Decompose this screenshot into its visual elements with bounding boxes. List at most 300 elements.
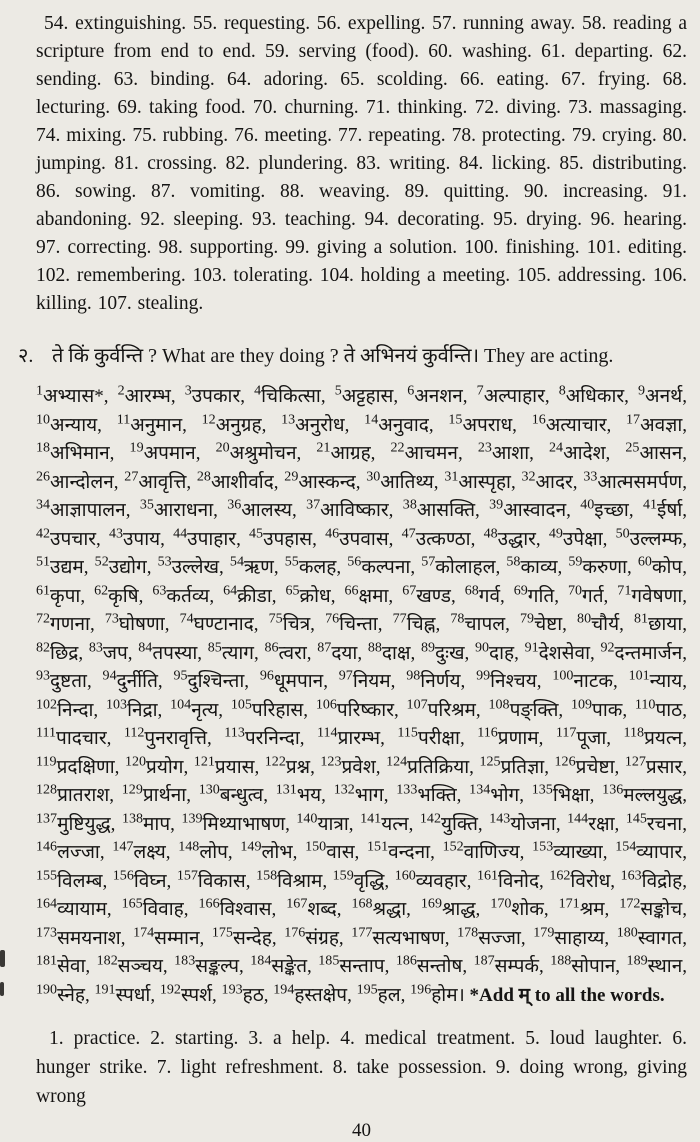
word-item: $^{139}$मिथ्याभाषण, (181, 810, 297, 835)
word-number: 150 (305, 838, 327, 855)
word-number: 106 (315, 696, 337, 713)
word-item: $^{180}$स्वागत, (616, 924, 687, 949)
word-number: 12 (201, 411, 216, 428)
word-number: 78 (450, 610, 465, 627)
word-number: 33 (583, 468, 598, 485)
word-item: $^{186}$सन्तोष, (395, 952, 474, 977)
word-item: $^{190}$स्नेह, (36, 981, 95, 1006)
word-number: 135 (531, 781, 553, 798)
word-item: $^{188}$सोपान, (550, 952, 627, 977)
word-item: $^{55}$कलह, (284, 553, 348, 578)
word-item: $^{191}$स्पर्धा, (94, 981, 160, 1006)
word-number: 73 (104, 610, 119, 627)
word-number: 145 (625, 810, 647, 827)
word-number: 141 (360, 810, 382, 827)
word-item: $^{88}$दाक्ष, (367, 639, 421, 664)
word-item: $^{72}$गणना, (36, 610, 105, 635)
word-item: $^1$अभ्यास*, (36, 382, 118, 407)
word-number: 131 (275, 781, 297, 798)
word-item: $^{56}$कल्पना, (347, 553, 422, 578)
word-item: $^{33}$आत्मसमर्पण, (583, 468, 687, 493)
word-number: 165 (121, 895, 143, 912)
word-item: $^{45}$उपहास, (249, 525, 326, 550)
word-item: $^{158}$विश्राम, (256, 867, 333, 892)
word-number: 35 (139, 496, 154, 513)
word-number: 110 (634, 696, 656, 713)
word-number: 144 (567, 810, 589, 827)
word-number: 104 (170, 696, 192, 713)
word-item: $^{114}$प्रारम्भ, (317, 724, 398, 749)
word-item: $^9$अनर्थ, (638, 382, 687, 407)
word-number: 160 (394, 867, 416, 884)
word-item: $^{168}$श्रद्धा, (351, 895, 421, 920)
word-number: 156 (112, 867, 134, 884)
word-number: 122 (264, 753, 286, 770)
word-item: $^{40}$इच्छा, (580, 496, 643, 521)
word-number: 109 (570, 696, 593, 713)
word-item: $^{165}$विवाह, (121, 895, 199, 920)
word-number: 13 (281, 411, 296, 428)
word-number: 89 (421, 639, 436, 656)
word-number: 67 (402, 582, 417, 599)
word-number: 6 (407, 382, 415, 399)
word-item: $^{83}$जप, (88, 639, 139, 664)
word-item: $^{39}$आस्वादन, (489, 496, 581, 521)
word-number: 119 (36, 753, 57, 770)
word-number: 25 (625, 439, 640, 456)
word-number: 93 (36, 667, 51, 684)
word-number: 120 (124, 753, 147, 770)
word-item: $^{128}$प्रातराश, (36, 781, 122, 806)
word-item: $^{111}$पादचार, (36, 724, 124, 749)
word-number: 169 (420, 895, 442, 912)
word-item: $^{26}$आन्दोलन, (36, 468, 125, 493)
word-item: $^{12}$अनुग्रह, (201, 411, 282, 436)
word-number: 171 (558, 895, 580, 912)
word-number: 100 (552, 667, 574, 684)
word-number: 153 (532, 838, 554, 855)
word-item: $^{77}$चिह्न, (392, 610, 451, 635)
word-item: $^{79}$चेष्टा, (520, 610, 578, 635)
word-number: 149 (240, 838, 262, 855)
word-item: $^{94}$दुर्नीति, (102, 667, 174, 692)
word-number: 105 (230, 696, 252, 713)
word-item: $^{52}$उद्योग, (94, 553, 158, 578)
word-number: 188 (550, 952, 572, 969)
word-number: 60 (637, 553, 652, 570)
word-number: 118 (623, 724, 645, 741)
word-number: 92 (600, 639, 615, 656)
word-item: $^{10}$अन्याय, (36, 411, 117, 436)
word-number: 181 (36, 952, 58, 969)
word-number: 62 (94, 582, 109, 599)
word-number: 76 (325, 610, 340, 627)
word-number: 54 (229, 553, 244, 570)
word-number: 42 (36, 525, 51, 542)
word-item: $^{192}$स्पर्श, (159, 981, 222, 1006)
word-number: 58 (506, 553, 521, 570)
word-item: $^{130}$बन्धुत्व, (198, 781, 276, 806)
word-number: 74 (179, 610, 194, 627)
word-item: $^{35}$आराधना, (139, 496, 228, 521)
word-item: $^{71}$गवेषणा, (617, 582, 687, 607)
word-number: 157 (176, 867, 198, 884)
word-item: $^{187}$सम्पर्क, (473, 952, 551, 977)
word-item: $^{22}$आचमन, (390, 439, 478, 464)
question-text: ते किं कुर्वन्ति ? What are they doing ? ते अभिनयं कुर्वन्ति। They are acting. (52, 345, 614, 367)
word-item: $^{113}$परनिन्दा, (224, 724, 318, 749)
word-number: 139 (181, 810, 203, 827)
word-item: $^{107}$परिश्रम, (406, 696, 489, 721)
word-item: $^{15}$अपराध, (448, 411, 532, 436)
word-number: 183 (174, 952, 196, 969)
word-item: $^{193}$हठ, (221, 981, 274, 1006)
word-number: 94 (102, 667, 117, 684)
word-item: $^4$चिकित्सा, (254, 382, 335, 407)
exercise-question-line (18, 342, 687, 370)
word-number: 18 (36, 439, 51, 456)
word-number: 20 (215, 439, 230, 456)
word-number: 163 (620, 867, 642, 884)
word-item: $^{14}$अनुवाद, (364, 411, 449, 436)
word-number: 162 (549, 867, 571, 884)
word-number: 152 (442, 838, 464, 855)
word-number: 2 (117, 382, 125, 399)
word-number: 5 (334, 382, 342, 399)
word-item: $^{49}$उपेक्षा, (548, 525, 616, 550)
word-number: 11 (116, 411, 131, 428)
word-number: 196 (410, 981, 432, 998)
word-number: 19 (129, 439, 144, 456)
word-number: 7 (476, 382, 484, 399)
word-number: 154 (615, 838, 637, 855)
word-item: $^{124}$प्रतिक्रिया, (386, 753, 480, 778)
word-number: 136 (602, 781, 624, 798)
word-item: $^{143}$योजना, (489, 810, 568, 835)
word-number: 108 (488, 696, 510, 713)
word-number: 81 (634, 610, 649, 627)
word-item: $^{92}$दन्तमार्जन, (600, 639, 687, 664)
word-item: $^8$अधिकार, (558, 382, 639, 407)
word-number: 31 (444, 468, 459, 485)
word-item: $^{159}$वृद्धि, (332, 867, 395, 892)
word-item: $^{148}$लोप, (178, 838, 241, 863)
scan-artifact (0, 950, 5, 967)
word-number: 17 (626, 411, 641, 428)
verb-translation-paragraph: 54. extinguishing. 55. requesting. 56. expelling. 57. running away. 58. reading a scripture from end to end. 59. serving (food). 60. washing. 61. departing. 62. sending. 63. binding. 64. adoring. 65. scolding. 66. eating. 67. frying. 68. lecturing. 69. taking food. 70. churning. 71. thinking. 72. diving. 73. massaging. 74. mixing. 75. rubbing. 76. meeting. 77. repeating. 78. protecting. 79. crying. 80. jumping. 81. crossing. 82. plundering. 83. writing. 84. licking. 85. distributing. 86. sowing. 87. vomiting. 88. weaving. 89. quitting. 90. increasing. 91. abandoning. 92. sleeping. 93. teaching. 94. decorating. 95. drying. 96. hearing. 97. correcting. 98. supporting. 99. giving a solution. 100. finishing. 101. editing. 102. remembering. 103. tolerating. 104. holding a meeting. 105. addressing. 106. killing. 107. stealing. (36, 13, 687, 314)
word-item: $^{44}$उपाहार, (173, 525, 250, 550)
word-number: 102 (36, 696, 58, 713)
add-m-footnote: *Add म् to all the words. (469, 984, 665, 1006)
word-item: $^{24}$आदेश, (549, 439, 626, 464)
word-number: 179 (533, 924, 555, 941)
word-item: $^{47}$उत्कण्ठा, (401, 525, 484, 550)
word-number: 159 (332, 867, 354, 884)
word-item: $^{116}$प्रणाम, (477, 724, 556, 749)
word-item: $^{81}$छाया, (634, 610, 687, 635)
word-number: 41 (642, 496, 658, 513)
word-number: 21 (316, 439, 331, 456)
word-number: 66 (344, 582, 359, 599)
word-number: 57 (421, 553, 436, 570)
word-item: $^{141}$यत्न, (360, 810, 420, 835)
word-item: $^{181}$सेवा, (36, 952, 97, 977)
word-item: $^{132}$भाग, (333, 781, 397, 806)
word-number: 51 (36, 553, 51, 570)
word-item: $^{195}$हल, (356, 981, 411, 1006)
word-item: $^{145}$रचना, (625, 810, 687, 835)
word-item: $^{70}$गर्त, (567, 582, 618, 607)
word-item: $^{102}$निन्दा, (36, 696, 106, 721)
word-number: 113 (224, 724, 245, 741)
word-item: $^{68}$गर्व, (464, 582, 514, 607)
word-item: $^{126}$प्रचेष्टा, (554, 753, 625, 778)
word-item: $^{189}$स्थान, (626, 952, 687, 977)
word-item: $^{63}$कर्तव्य, (152, 582, 224, 607)
word-item: $^{51}$उद्यम, (36, 553, 95, 578)
word-number: 46 (325, 525, 340, 542)
word-item: $^{17}$अवज्ञा, (626, 411, 687, 436)
word-number: 15 (448, 411, 463, 428)
word-item: $^{144}$रक्षा, (567, 810, 626, 835)
word-item: $^{118}$प्रयत्न, (623, 724, 688, 749)
word-item: $^{58}$काव्य, (506, 553, 569, 578)
word-number: 148 (178, 838, 200, 855)
word-item: $^{84}$तपस्या, (138, 639, 208, 664)
word-number: 28 (196, 468, 211, 485)
word-number: 16 (531, 411, 546, 428)
word-item: $^{50}$उल्लम्फ, (615, 525, 687, 550)
word-item: $^{99}$निश्चय, (476, 667, 553, 692)
word-item: $^{75}$चित्र, (268, 610, 326, 635)
word-item: $^{120}$प्रयोग, (124, 753, 194, 778)
word-item: $^{25}$आसन, (625, 439, 687, 464)
word-number: 9 (638, 382, 646, 399)
word-number: 98 (406, 667, 421, 684)
word-item: $^{157}$विकास, (176, 867, 257, 892)
word-number: 68 (464, 582, 479, 599)
word-number: 123 (320, 753, 342, 770)
word-number: 36 (227, 496, 242, 513)
word-item: $^{104}$नृत्य, (170, 696, 231, 721)
word-number: 177 (351, 924, 373, 941)
word-number: 146 (36, 838, 58, 855)
word-item: $^{23}$आशा, (477, 439, 550, 464)
word-number: 23 (477, 439, 492, 456)
word-number: 167 (286, 895, 308, 912)
word-item: $^{96}$धूमपान, (259, 667, 339, 692)
word-item: $^{93}$दुष्टता, (36, 667, 103, 692)
word-item: $^{125}$प्रतिज्ञा, (479, 753, 555, 778)
word-item: $^{142}$युक्ति, (419, 810, 490, 835)
word-number: 64 (223, 582, 238, 599)
word-number: 195 (356, 981, 378, 998)
word-number: 10 (36, 411, 51, 428)
word-item: $^{185}$सन्ताप, (318, 952, 396, 977)
word-item: $^6$अनशन, (407, 382, 477, 407)
word-item: $^{167}$शब्द, (286, 895, 352, 920)
question-number: २. (18, 345, 34, 367)
word-item: $^{62}$कृषि, (94, 582, 153, 607)
word-number: 90 (475, 639, 490, 656)
word-item: $^{103}$निद्रा, (105, 696, 171, 721)
word-number: 147 (112, 838, 134, 855)
word-item: $^{31}$आस्पृहा, (444, 468, 522, 493)
word-item: $^{19}$अपमान, (129, 439, 216, 464)
word-item: $^{82}$छिद्र, (36, 639, 89, 664)
word-item: $^{60}$कोप, (637, 553, 687, 578)
word-number: 130 (198, 781, 220, 798)
word-number: 32 (521, 468, 536, 485)
word-item: $^3$उपकार, (184, 382, 255, 407)
scan-artifact (0, 982, 4, 996)
word-number: 14 (364, 411, 379, 428)
word-number: 53 (157, 553, 172, 570)
word-item: $^{46}$उपवास, (325, 525, 402, 550)
word-number: 170 (490, 895, 512, 912)
word-item: $^{27}$आवृत्ति, (124, 468, 197, 493)
word-item: $^{122}$प्रश्न, (264, 753, 321, 778)
word-number: 101 (628, 667, 650, 684)
word-number: 4 (254, 382, 262, 399)
word-number: 24 (549, 439, 564, 456)
word-number: 111 (36, 724, 57, 741)
word-item: $^{28}$आशीर्वाद, (196, 468, 285, 493)
word-item: $^{53}$उल्लेख, (157, 553, 230, 578)
sanskrit-word-list (36, 383, 687, 1010)
word-number: 142 (419, 810, 441, 827)
word-item: $^{176}$संग्रह, (284, 924, 352, 949)
word-number: 96 (259, 667, 274, 684)
word-number: 128 (36, 781, 58, 798)
word-item: $^{101}$न्याय, (628, 667, 687, 692)
word-item: $^{196}$होम। (410, 981, 470, 1006)
word-item: $^{146}$लज्जा, (36, 838, 113, 863)
word-item: $^{184}$सङ्केत, (250, 952, 319, 977)
word-number: 86 (264, 639, 279, 656)
word-item: $^{32}$आदर, (521, 468, 584, 493)
word-item: $^2$आरम्भ, (117, 382, 185, 407)
word-item: $^{134}$भोग, (469, 781, 532, 806)
word-item: $^{153}$व्याख्या, (532, 838, 616, 863)
word-item: $^5$अट्टहास, (334, 382, 408, 407)
word-item: $^{80}$चौर्य, (577, 610, 635, 635)
word-item: $^{147}$लक्ष्य, (112, 838, 179, 863)
word-item: $^{179}$साहाय्य, (533, 924, 617, 949)
word-number: 151 (367, 838, 389, 855)
word-list-items (36, 382, 688, 1006)
word-number: 138 (121, 810, 144, 827)
word-item: $^{89}$दुःख, (421, 639, 475, 664)
word-number: 186 (395, 952, 417, 969)
word-item: $^{108}$पङ्क्ति, (488, 696, 571, 721)
word-item: $^{11}$अनुमान, (116, 411, 202, 436)
word-number: 127 (624, 753, 646, 770)
word-number: 65 (285, 582, 300, 599)
word-item: $^{21}$आग्रह, (316, 439, 391, 464)
word-item: $^{138}$माप, (121, 810, 182, 835)
word-item: $^{133}$भक्ति, (396, 781, 470, 806)
word-number: 126 (554, 753, 576, 770)
word-number: 193 (221, 981, 243, 998)
word-number: 133 (396, 781, 418, 798)
word-item: $^{160}$व्यवहार, (394, 867, 477, 892)
word-number: 39 (489, 496, 504, 513)
word-item: $^{137}$मुष्टियुद्ध, (36, 810, 122, 835)
word-number: 47 (401, 525, 416, 542)
word-number: 124 (386, 753, 408, 770)
word-number: 175 (211, 924, 233, 941)
word-item: $^{136}$मल्लयुद्ध, (602, 781, 688, 806)
word-item: $^{97}$नियम, (338, 667, 407, 692)
word-number: 1 (36, 382, 44, 399)
word-number: 168 (351, 895, 373, 912)
word-item: $^{154}$व्यापार, (615, 838, 687, 863)
word-item: $^{156}$विघ्न, (112, 867, 177, 892)
word-item: $^{91}$देशसेवा, (524, 639, 601, 664)
word-item: $^{18}$अभिमान, (36, 439, 130, 464)
word-item: $^{105}$परिहास, (230, 696, 316, 721)
word-item: $^{64}$क्रीडा, (223, 582, 286, 607)
word-item: $^{78}$चापल, (450, 610, 521, 635)
word-item: $^{178}$सज्जा, (457, 924, 534, 949)
word-item: $^{135}$भिक्षा, (531, 781, 603, 806)
word-item: $^{42}$उपचार, (36, 525, 109, 550)
word-number: 26 (36, 468, 51, 485)
word-item: $^{30}$आतिथ्य, (366, 468, 445, 493)
word-number: 37 (306, 496, 321, 513)
word-number: 71 (617, 582, 632, 599)
word-number: 72 (36, 610, 51, 627)
word-number: 88 (367, 639, 382, 656)
word-number: 91 (524, 639, 539, 656)
word-number: 172 (619, 895, 641, 912)
word-item: $^{182}$सञ्चय, (96, 952, 175, 977)
word-number: 43 (108, 525, 124, 542)
word-number: 52 (94, 553, 109, 570)
word-item: $^{41}$ईर्षा, (642, 496, 687, 521)
word-number: 158 (256, 867, 278, 884)
word-number: 44 (173, 525, 188, 542)
word-item: $^{170}$शोक, (490, 895, 559, 920)
word-number: 176 (284, 924, 306, 941)
word-number: 121 (193, 753, 215, 770)
word-item: $^{112}$पुनरावृत्ति, (123, 724, 225, 749)
word-number: 48 (483, 525, 498, 542)
word-item: $^{174}$सम्मान, (133, 924, 212, 949)
word-number: 189 (626, 952, 648, 969)
word-item: $^{34}$आज्ञापालन, (36, 496, 140, 521)
word-number: 34 (36, 496, 51, 513)
word-item: $^{69}$गति, (513, 582, 568, 607)
word-number: 185 (318, 952, 340, 969)
word-number: 75 (268, 610, 283, 627)
word-item: $^{16}$अत्याचार, (531, 411, 627, 436)
word-number: 194 (273, 981, 295, 998)
word-number: 178 (457, 924, 479, 941)
word-item: $^{166}$विश्वास, (198, 895, 287, 920)
word-number: 164 (36, 895, 58, 912)
word-number: 137 (36, 810, 58, 827)
word-item: $^{57}$कोलाहल, (421, 553, 507, 578)
word-item: $^{150}$वास, (305, 838, 368, 863)
word-item: $^{175}$सन्देह, (211, 924, 285, 949)
word-number: 112 (123, 724, 145, 741)
word-number: 22 (390, 439, 405, 456)
word-number: 95 (173, 667, 188, 684)
word-item: $^{74}$घण्टानाद, (179, 610, 269, 635)
word-item: $^{149}$लोभ, (240, 838, 306, 863)
